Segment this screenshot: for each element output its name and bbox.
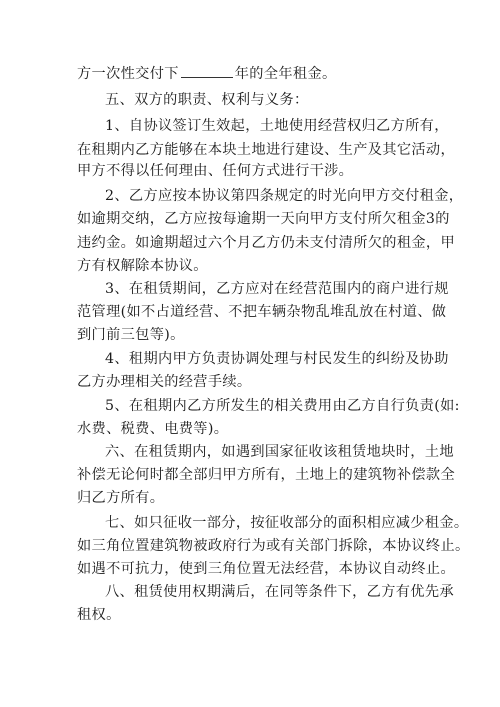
paragraph-line: 2、乙方应按本协议第四条规定的时光向甲方交付租金， [105,188,464,204]
blank-field [181,63,233,78]
paragraph-line: 七、如只征收一部分，按征收部分的面积相应减少租金。 [105,515,469,531]
paragraph-line: 到门前三包等)。 [77,327,185,343]
paragraph-line: 范管理(如不占道经营、不把车辆杂物乱堆乱放在村道、做 [77,304,447,320]
paragraph-line: 如三角位置建筑物被政府行为或有关部门拆除，本协议终止。 [77,538,470,554]
paragraph-line: 3、在租赁期间，乙方应对在经营范围内的商户进行规 [105,281,449,297]
paragraph-line: 八、租赁使用权期满后，在同等条件下，乙方有优先承 [105,584,454,600]
line-text: 方一次性交付下 [77,66,179,82]
paragraph-line: 方有权解除本协议。 [77,258,208,274]
paragraph-line: 1、自协议签订生效起，土地使用经营权归乙方所有， [105,118,449,134]
line-text: 年的全年租金。 [234,66,337,82]
paragraph-line: 六、在租赁期内，如遇到国家征收该租赁地块时，土地 [105,444,454,460]
paragraph-line: 水费、税费、电费等)。 [77,421,229,437]
paragraph-line: 如逾期交纳，乙方应按每逾期一天向甲方支付所欠租金3的 [77,211,450,227]
paragraph-line: 乙方办理相关的经营手续。 [77,374,252,390]
paragraph-line: 4、租期内甲方负责协调处理与村民发生的纠纷及协助 [105,351,449,367]
paragraph-line: 如遇不可抗力，使到三角位置无法经营，本协议自动终止。 [77,561,455,577]
paragraph-line [77,63,337,84]
paragraph-line: 甲方不得以任何理由、任何方式进行干涉。 [77,163,354,179]
paragraph-line: 归乙方所有。 [77,490,165,506]
section-heading: 五、双方的职责、权利与义务： [105,92,309,108]
paragraph-line: 补偿无论何时都全部归甲方所有，土地上的建筑物补偿款全 [77,467,455,483]
paragraph-line: 租权。 [77,607,121,623]
paragraph-line: 违约金。如逾期超过六个月乙方仍未支付清所欠的租金，甲 [77,235,455,251]
paragraph-line: 5、在租期内乙方所发生的相关费用由乙方自行负责(如: [105,398,460,414]
paragraph-line: 在租期内乙方能够在本块土地进行建设、生产及其它活动， [77,142,455,158]
